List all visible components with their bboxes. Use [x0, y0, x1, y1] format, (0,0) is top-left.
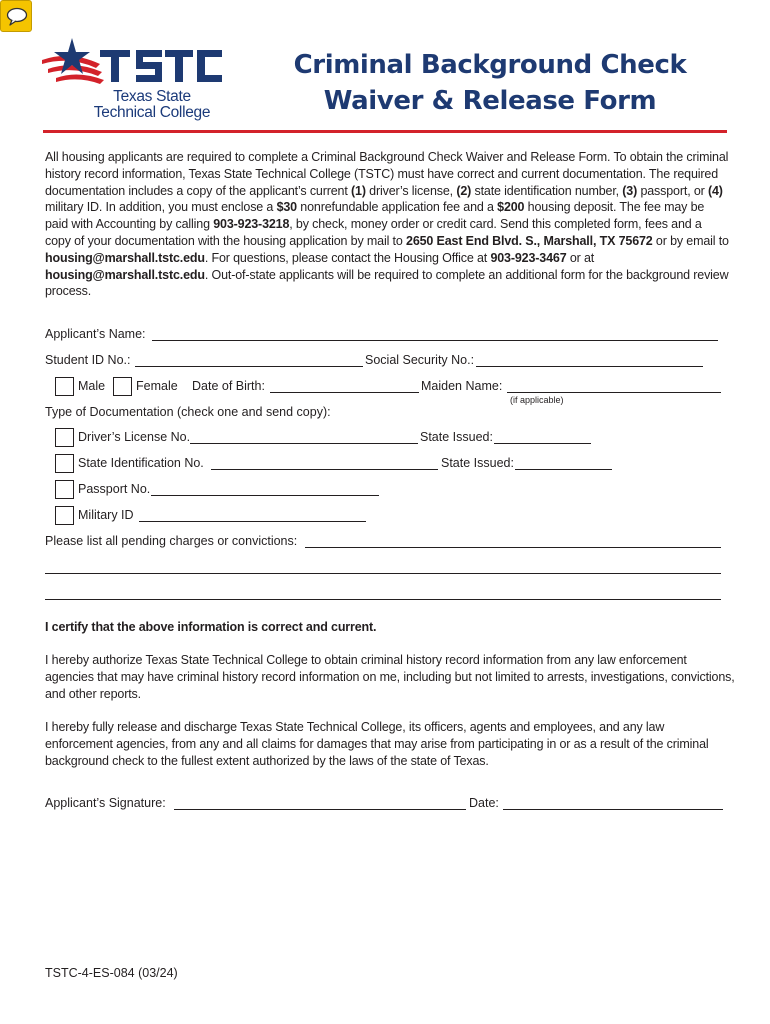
- state-id-input[interactable]: [211, 458, 438, 470]
- speech-bubble-icon: [6, 7, 28, 27]
- header-divider: [43, 130, 727, 133]
- ssn-label: Social Security No.:: [365, 353, 475, 367]
- applicant-name-label: Applicant’s Name:: [45, 327, 146, 341]
- ssn-input[interactable]: [476, 355, 703, 367]
- drivers-license-label: Driver’s License No.: [78, 430, 191, 444]
- maiden-name-label: Maiden Name:: [421, 379, 503, 393]
- tstc-star-logo-icon: [40, 36, 225, 91]
- intro-paragraph: All housing applicants are required to complete a Criminal Background Check Waiver and Release Form. To obtain the criminal history record information, Texas State Technical College (TSTC) must have correct and current documentation. The required documentation includes a copy of the applicant’s current (1) driver’s license, (2) state identification number, (3) passport, or (4) military ID. In addition, you must enclose a $30 nonrefundable application fee and a $200 housing deposit. The fee may be paid with Accounting by calling 903-923-3218, by check, money order or credit card. Send this completed form, fees and a copy of your documentation with the housing application by mail to 2650 East End Blvd. S., Marshall, TX 75672 or by email to housing@marshall.tstc.edu. For questions, please contact the Housing Office at 903-923-3467 or at housing@marshall.tstc.edu. Out-of-state applicants will be required to complete an additional form for the background review process.: [45, 150, 729, 299]
- drivers-license-input[interactable]: [190, 432, 418, 444]
- state-id-label: State Identification No.: [78, 456, 204, 470]
- maiden-name-input[interactable]: [507, 381, 721, 393]
- dob-label: Date of Birth:: [192, 379, 265, 393]
- logo-line-1: Texas State: [113, 88, 191, 105]
- dob-input[interactable]: [270, 381, 419, 393]
- passport-label: Passport No.: [78, 482, 151, 496]
- male-checkbox[interactable]: [55, 377, 74, 396]
- female-label: Female: [136, 379, 178, 393]
- signature-input[interactable]: [174, 798, 466, 810]
- pending-charges-input-1[interactable]: [305, 536, 721, 548]
- military-id-input[interactable]: [139, 510, 366, 522]
- passport-input[interactable]: [151, 484, 379, 496]
- drivers-license-checkbox[interactable]: [55, 428, 74, 447]
- passport-checkbox[interactable]: [55, 480, 74, 499]
- applicant-name-input[interactable]: [152, 329, 718, 341]
- form-number: TSTC-4-ES-084 (03/24): [45, 966, 178, 980]
- state-id-checkbox[interactable]: [55, 454, 74, 473]
- page-title: [285, 47, 695, 119]
- release-paragraph: I hereby fully release and discharge Texas State Technical College, its officers, agents and employees, and any law enforcement agencies, from any and all claims for damages that may arise from participating in or as a result of the criminal background check to the fullest extent authorized by the laws of the state of Texas.: [45, 720, 709, 768]
- student-id-label: Student ID No.:: [45, 353, 131, 367]
- state-issued-1-input[interactable]: [494, 432, 591, 444]
- date-input[interactable]: [503, 798, 723, 810]
- state-issued-2-input[interactable]: [515, 458, 612, 470]
- state-issued-1-label: State Issued:: [420, 430, 493, 444]
- if-applicable-note: (if applicable): [510, 395, 564, 405]
- male-label: Male: [78, 379, 106, 393]
- pending-charges-label: Please list all pending charges or convictions:: [45, 534, 298, 548]
- doc-type-label: Type of Documentation (check one and send copy):: [45, 405, 331, 419]
- military-id-label: Military ID: [78, 508, 134, 522]
- date-label: Date:: [469, 796, 499, 810]
- student-id-input[interactable]: [135, 355, 363, 367]
- certify-statement: I certify that the above information is correct and current.: [45, 620, 377, 634]
- military-id-checkbox[interactable]: [55, 506, 74, 525]
- logo-line-2: Technical College: [93, 104, 211, 121]
- female-checkbox[interactable]: [113, 377, 132, 396]
- signature-label: Applicant’s Signature:: [45, 796, 166, 810]
- authorize-paragraph: I hereby authorize Texas State Technical College to obtain criminal history record information from any law enforcement agencies that may have criminal history record information on me, including but not limited to arrests, investigations, convictions, and other reports.: [45, 653, 735, 701]
- tstc-logo: [40, 36, 225, 126]
- comment-button[interactable]: [0, 0, 32, 32]
- title-line-2: Waiver & Release Form: [323, 86, 657, 116]
- state-issued-2-label: State Issued:: [441, 456, 514, 470]
- pending-charges-input-2[interactable]: [45, 562, 721, 574]
- pending-charges-input-3[interactable]: [45, 588, 721, 600]
- title-line-1: Criminal Background Check: [293, 50, 687, 80]
